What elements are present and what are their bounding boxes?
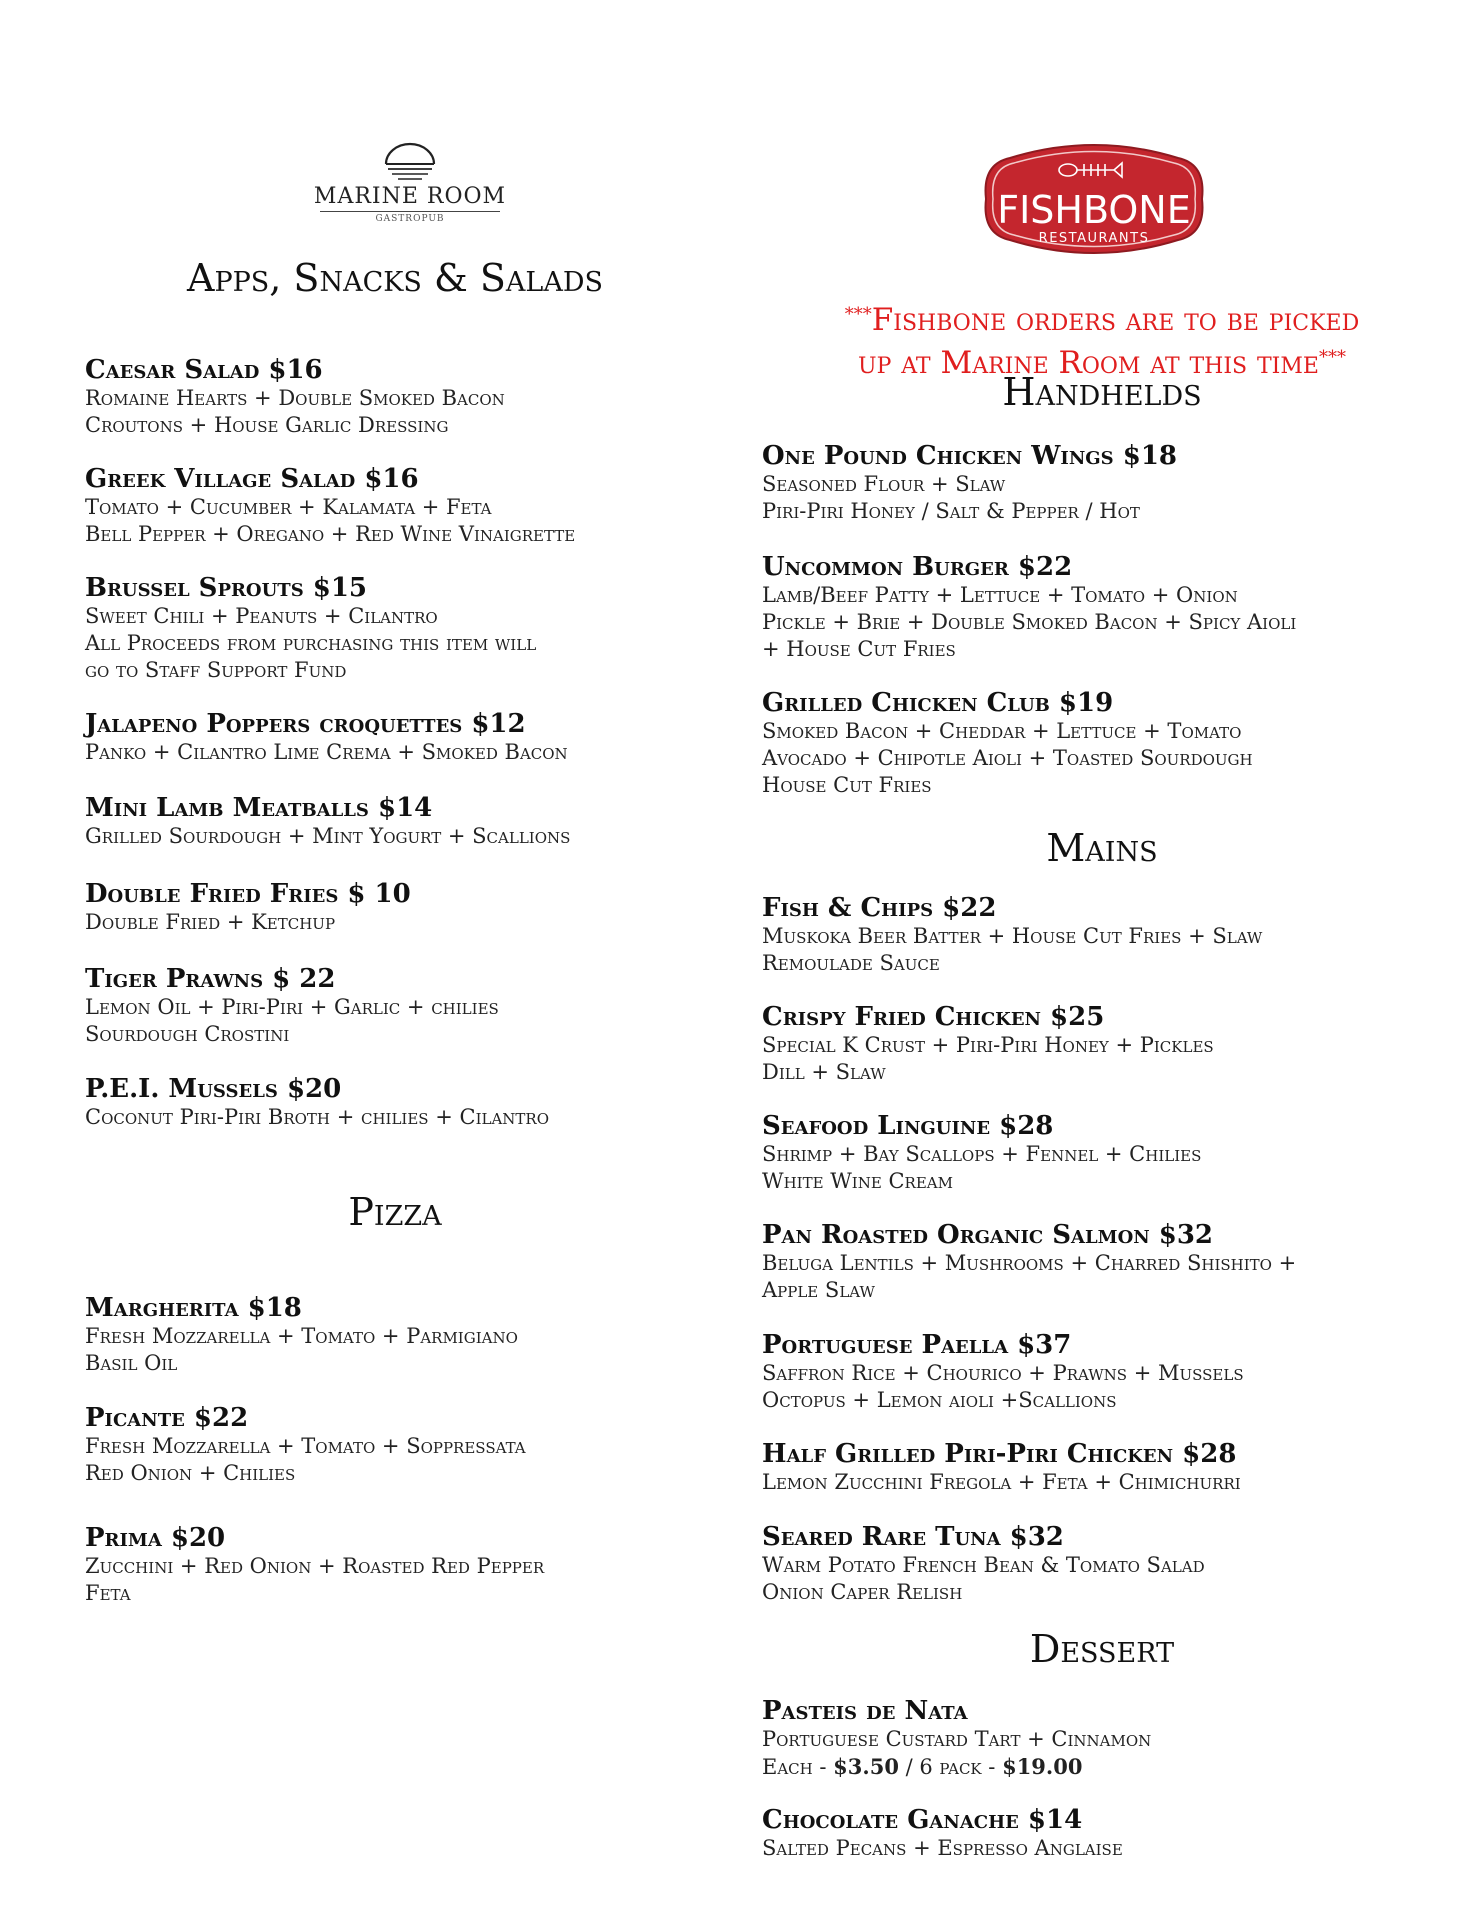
item-desc: Lemon Zucchini Fregola + Feta + Chimichurri (762, 1470, 1241, 1494)
item-desc: Octopus + Lemon aioli +Scallions (762, 1388, 1117, 1412)
menu-item (762, 1523, 1442, 1606)
menu-item (85, 574, 705, 684)
section-title-dessert: Dessert (1029, 1627, 1175, 1671)
item-desc: Dill + Slaw (762, 1060, 886, 1084)
menu-item (762, 894, 1442, 977)
item-name: Pasteis de Nata (762, 1696, 968, 1726)
price-each: $3.50 (833, 1754, 899, 1779)
item-name: Uncommon Burger $22 (762, 552, 1073, 582)
price-pack: $19.00 (1002, 1754, 1083, 1779)
item-name: Crispy Fried Chicken $25 (762, 1002, 1105, 1032)
item-desc: Fresh Mozzarella + Tomato + Parmigiano (85, 1324, 518, 1348)
menu-item (85, 1524, 705, 1607)
item-desc: Coconut Piri-Piri Broth + chilies + Cilantro (85, 1105, 550, 1129)
item-desc: Romaine Hearts + Double Smoked Bacon (85, 386, 505, 410)
item-name: Double Fried Fries $ 10 (85, 879, 411, 909)
item-price-line (762, 1753, 1442, 1781)
item-name: Tiger Prawns $ 22 (85, 964, 336, 994)
item-desc: Remoulade Sauce (762, 951, 940, 975)
marine-room-logo-name: MARINE ROOM (313, 184, 507, 209)
item-desc: All Proceeds from purchasing this item will (85, 631, 537, 655)
item-desc: Lemon Oil + Piri-Piri + Garlic + chilies (85, 995, 499, 1019)
menu-item (762, 1697, 1442, 1781)
item-desc: Pickle + Brie + Double Smoked Bacon + Spicy Aioli (762, 610, 1297, 634)
menu-item (762, 1003, 1442, 1086)
item-name: Seared Rare Tuna $32 (762, 1522, 1064, 1552)
fishbone-logo-sub: RESTAURANTS (1038, 231, 1150, 246)
item-desc: Feta (85, 1581, 131, 1605)
item-name: Brussel Sprouts $15 (85, 573, 368, 603)
item-name: Picante $22 (85, 1403, 249, 1433)
item-name: Margherita $18 (85, 1293, 302, 1323)
fishbone-logo-name: FISHBONE (997, 188, 1191, 232)
item-name: P.E.I. Mussels $20 (85, 1074, 342, 1104)
price-label-pack: / 6 pack - (898, 1755, 1003, 1779)
item-desc: Sourdough Crostini (85, 1022, 290, 1046)
item-desc: Portuguese Custard Tart + Cinnamon (762, 1727, 1152, 1751)
notice-text-2: up at Marine Room at this time (858, 345, 1319, 381)
marine-room-logo-sub: GASTROPUB (375, 214, 445, 224)
price-label-each: Each - (762, 1755, 834, 1779)
menu-item (762, 442, 1442, 525)
item-desc: Saffron Rice + Chourico + Prawns + Mussels (762, 1361, 1244, 1385)
item-name: Chocolate Ganache $14 (762, 1805, 1083, 1835)
menu-item (85, 710, 705, 766)
menu-item (762, 1331, 1442, 1414)
item-desc: Salted Pecans + Espresso Anglaise (762, 1836, 1123, 1860)
menu-item (762, 1806, 1442, 1862)
item-desc: Tomato + Cucumber + Kalamata + Feta (85, 495, 492, 519)
item-name: Seafood Linguine $28 (762, 1111, 1054, 1141)
notice-stars: *** (1318, 347, 1346, 368)
menu-item (85, 356, 705, 439)
menu-item (85, 465, 705, 548)
item-desc: Zucchini + Red Onion + Roasted Red Pepper (85, 1554, 545, 1578)
notice-stars: *** (844, 304, 872, 325)
item-desc: Red Onion + Chilies (85, 1461, 296, 1485)
item-desc: Double Fried + Ketchup (85, 910, 336, 934)
item-desc: Seasoned Flour + Slaw (762, 472, 1006, 496)
item-desc: Grilled Sourdough + Mint Yogurt + Scallions (85, 824, 571, 848)
notice-text-1: Fishbone orders are to be picked (871, 302, 1360, 338)
item-desc: Smoked Bacon + Cheddar + Lettuce + Tomato (762, 719, 1242, 743)
pickup-notice-line-1 (762, 296, 1442, 339)
item-desc: Warm Potato French Bean & Tomato Salad (762, 1553, 1205, 1577)
item-name: Caesar Salad $16 (85, 355, 323, 385)
menu-item (85, 965, 705, 1048)
item-name: Jalapeno Poppers croquettes $12 (85, 709, 526, 739)
menu-item (85, 1075, 705, 1131)
menu-item (762, 1221, 1442, 1304)
sunset-icon (380, 142, 440, 182)
item-desc: House Cut Fries (762, 773, 932, 797)
item-desc: Shrimp + Bay Scallops + Fennel + Chilies (762, 1142, 1202, 1166)
item-name: Grilled Chicken Club $19 (762, 688, 1114, 718)
menu-item (762, 1440, 1442, 1496)
menu-item (85, 1294, 705, 1377)
item-desc: Apple Slaw (762, 1278, 875, 1302)
item-name: Fish & Chips $22 (762, 893, 997, 923)
menu-item (762, 1112, 1442, 1195)
menu-item (85, 880, 705, 936)
item-desc: Croutons + House Garlic Dressing (85, 413, 449, 437)
item-desc: Bell Pepper + Oregano + Red Wine Vinaigrette (85, 522, 576, 546)
section-title-pizza: Pizza (348, 1190, 442, 1234)
item-name: Portuguese Paella $37 (762, 1330, 1072, 1360)
item-name: Pan Roasted Organic Salmon $32 (762, 1220, 1214, 1250)
item-name: Prima $20 (85, 1523, 226, 1553)
menu-item (85, 1404, 705, 1487)
item-desc: Onion Caper Relish (762, 1580, 963, 1604)
section-title-mains: Mains (1046, 826, 1158, 870)
item-desc: Special K Crust + Piri-Piri Honey + Pickles (762, 1033, 1214, 1057)
item-desc: Avocado + Chipotle Aioli + Toasted Sourdough (762, 746, 1253, 770)
item-desc: Muskoka Beer Batter + House Cut Fries + Slaw (762, 924, 1263, 948)
fishbone-logo (980, 138, 1208, 260)
menu-item (85, 794, 705, 850)
section-title-handhelds: Handhelds (1002, 370, 1202, 414)
item-name: Mini Lamb Meatballs $14 (85, 793, 433, 823)
marine-room-logo (280, 142, 540, 242)
item-desc: Beluga Lentils + Mushrooms + Charred Shishito + (762, 1251, 1297, 1275)
item-name: One Pound Chicken Wings $18 (762, 441, 1177, 471)
item-desc: Sweet Chili + Peanuts + Cilantro (85, 604, 438, 628)
menu-item (762, 689, 1442, 799)
item-name: Half Grilled Piri-Piri Chicken $28 (762, 1439, 1237, 1469)
item-desc: Fresh Mozzarella + Tomato + Soppressata (85, 1434, 526, 1458)
item-desc: Piri-Piri Honey / Salt & Pepper / Hot (762, 499, 1140, 523)
item-desc: Lamb/Beef Patty + Lettuce + Tomato + Onion (762, 583, 1238, 607)
item-desc: Panko + Cilantro Lime Crema + Smoked Bacon (85, 740, 568, 764)
item-desc: Basil Oil (85, 1351, 178, 1375)
item-desc: White Wine Cream (762, 1169, 953, 1193)
item-desc: go to Staff Support Fund (85, 658, 347, 682)
item-desc: + House Cut Fries (762, 637, 956, 661)
logo-divider (320, 211, 500, 212)
section-title-apps: Apps, Snacks & Salads (187, 256, 603, 300)
item-name: Greek Village Salad $16 (85, 464, 419, 494)
menu-item (762, 553, 1442, 663)
